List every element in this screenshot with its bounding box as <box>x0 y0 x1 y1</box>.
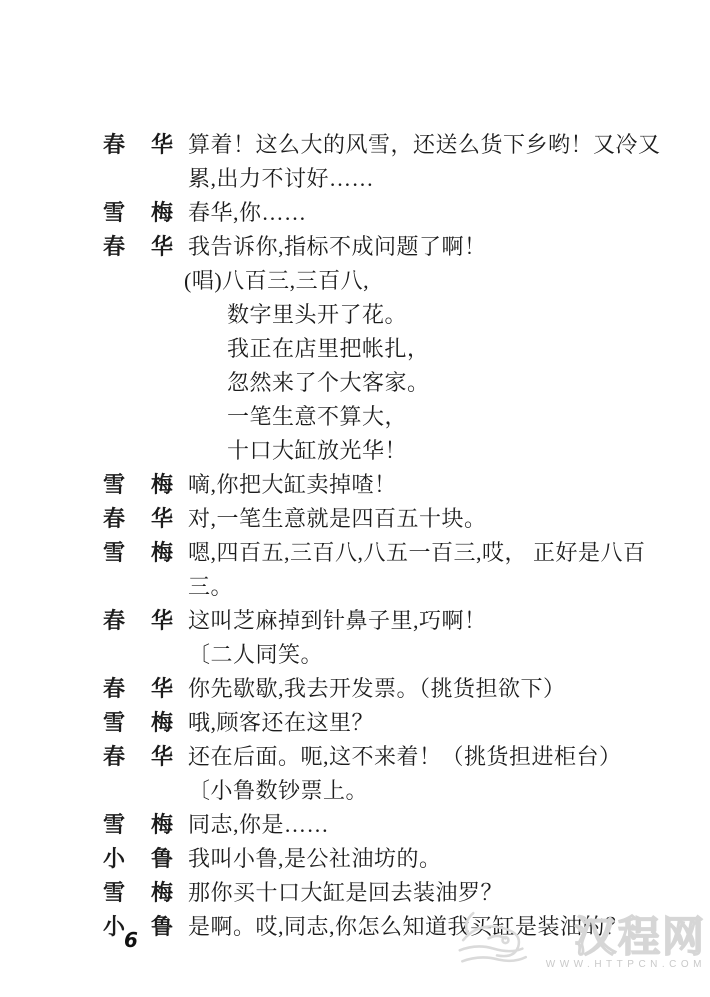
script-body <box>0 126 710 942</box>
speaker-char: 雪 <box>103 539 126 565</box>
watermark <box>454 908 706 979</box>
dialogue-text: 十口大缸放光华！ <box>227 437 408 463</box>
script-line <box>0 160 710 194</box>
speaker-name <box>103 842 188 873</box>
speaker-char: 雪 <box>103 811 126 837</box>
speaker-name <box>103 604 188 635</box>
speaker-char: 梅 <box>151 879 174 905</box>
speaker-name <box>103 230 188 261</box>
speaker-name <box>103 876 188 907</box>
script-line <box>0 840 710 874</box>
dialogue-text: 我叫小鲁,是公社油坊的。 <box>188 845 442 871</box>
speaker-char: 雪 <box>103 199 126 225</box>
stage-direction-line <box>0 772 710 806</box>
speaker-char: 春 <box>103 505 126 531</box>
script-line <box>0 126 710 160</box>
dialogue-text: 春华,你…… <box>188 199 307 225</box>
dialogue-text: 算着！这么大的风雪，还送么货下乡哟！又冷又 <box>188 131 661 157</box>
dialogue-text: 我告诉你,指标不成问题了啊！ <box>188 233 487 259</box>
script-line <box>0 500 710 534</box>
script-line <box>0 194 710 228</box>
dialogue-text: 对,一笔生意就是四百五十块。 <box>188 505 487 531</box>
stage-direction-line <box>0 636 710 670</box>
dialogue-text: 一笔生意不算大， <box>227 403 408 429</box>
script-line <box>0 738 710 772</box>
speaker-name <box>103 468 188 499</box>
watermark-site-name: 汉程网 <box>573 913 706 960</box>
speaker-char: 小 <box>103 845 126 871</box>
speaker-char: 梅 <box>151 199 174 225</box>
speaker-name <box>103 196 188 227</box>
dialogue-text: 嘀,你把大缸卖掉喳！ <box>188 471 397 497</box>
speaker-char: 华 <box>151 131 174 157</box>
speaker-char: 梅 <box>151 709 174 735</box>
script-line <box>0 602 710 636</box>
speaker-char: 华 <box>151 743 174 769</box>
script-line <box>0 874 710 908</box>
dialogue-text: 三。 <box>188 573 234 599</box>
dialogue-text: 嗯,四百五,三百八,八五一百三,哎， 正好是八百 <box>188 539 646 565</box>
speaker-char: 梅 <box>151 539 174 565</box>
dialogue-text: 那你买十口大缸是回去装油罗？ <box>188 879 504 905</box>
speaker-name <box>103 536 188 567</box>
dialogue-text: 同志,你是…… <box>188 811 330 837</box>
dialogue-text: 我正在店里把帐扎， <box>227 335 430 361</box>
speaker-char: 雪 <box>103 471 126 497</box>
speaker-char: 春 <box>103 675 126 701</box>
speaker-char: 春 <box>103 233 126 259</box>
speaker-char: 华 <box>151 675 174 701</box>
speaker-char: 华 <box>151 505 174 531</box>
dialogue-text: 这叫芝麻掉到针鼻子里,巧啊！ <box>188 607 487 633</box>
lyric-line <box>0 364 710 398</box>
speaker-char: 鲁 <box>151 845 174 871</box>
script-line <box>0 806 710 840</box>
speaker-name <box>103 128 188 159</box>
script-line <box>0 704 710 738</box>
page-number: 6 <box>124 928 138 952</box>
speaker-name <box>103 672 188 703</box>
speaker-name <box>103 808 188 839</box>
dialogue-text: 你先歇歇,我去开发票。（挑货担欲下） <box>188 675 566 701</box>
speaker-char: 春 <box>103 607 126 633</box>
speaker-char: 华 <box>151 607 174 633</box>
dialogue-text: 累,出力不讨好…… <box>188 165 375 191</box>
lyric-line <box>0 262 710 296</box>
speaker-char: 春 <box>103 131 126 157</box>
lyric-line <box>0 398 710 432</box>
dialogue-text: 数字里头开了花。 <box>227 301 408 327</box>
speaker-char: 华 <box>151 233 174 259</box>
stage-direction-text: 〔二人同笑。 <box>188 641 324 667</box>
dialogue-text: (唱)八百三,三百八, <box>184 267 370 293</box>
dialogue-text: 是啊。哎,同志,你怎么知道我买缸是装油的？ <box>188 913 628 939</box>
speaker-char: 梅 <box>151 811 174 837</box>
speaker-char: 鲁 <box>151 913 174 939</box>
dialogue-text: 还在后面。呃,这不来着！（挑货担进柜台） <box>188 743 622 769</box>
lyric-line <box>0 432 710 466</box>
stage-direction-text: 〔小鲁数钞票上。 <box>188 777 369 803</box>
dialogue-text: 哦,顾客还在这里？ <box>188 709 375 735</box>
speaker-name <box>103 706 188 737</box>
dragon-swirl-logo-icon <box>454 908 540 979</box>
speaker-name <box>103 740 188 771</box>
dialogue-text: 忽然来了个大客家。 <box>227 369 430 395</box>
script-line <box>0 228 710 262</box>
speaker-char: 春 <box>103 743 126 769</box>
speaker-name <box>103 502 188 533</box>
watermark-text <box>545 913 706 970</box>
lyric-line <box>0 330 710 364</box>
script-line <box>0 534 710 568</box>
speaker-char: 梅 <box>151 471 174 497</box>
script-line <box>0 568 710 602</box>
lyric-line <box>0 296 710 330</box>
script-line <box>0 670 710 704</box>
speaker-char: 小 <box>103 913 126 939</box>
speaker-char: 雪 <box>103 709 126 735</box>
speaker-char: 雪 <box>103 879 126 905</box>
script-line <box>0 466 710 500</box>
watermark-site-url: WWW.HTTPCN.COM <box>545 959 706 970</box>
speaker-name <box>103 910 188 941</box>
